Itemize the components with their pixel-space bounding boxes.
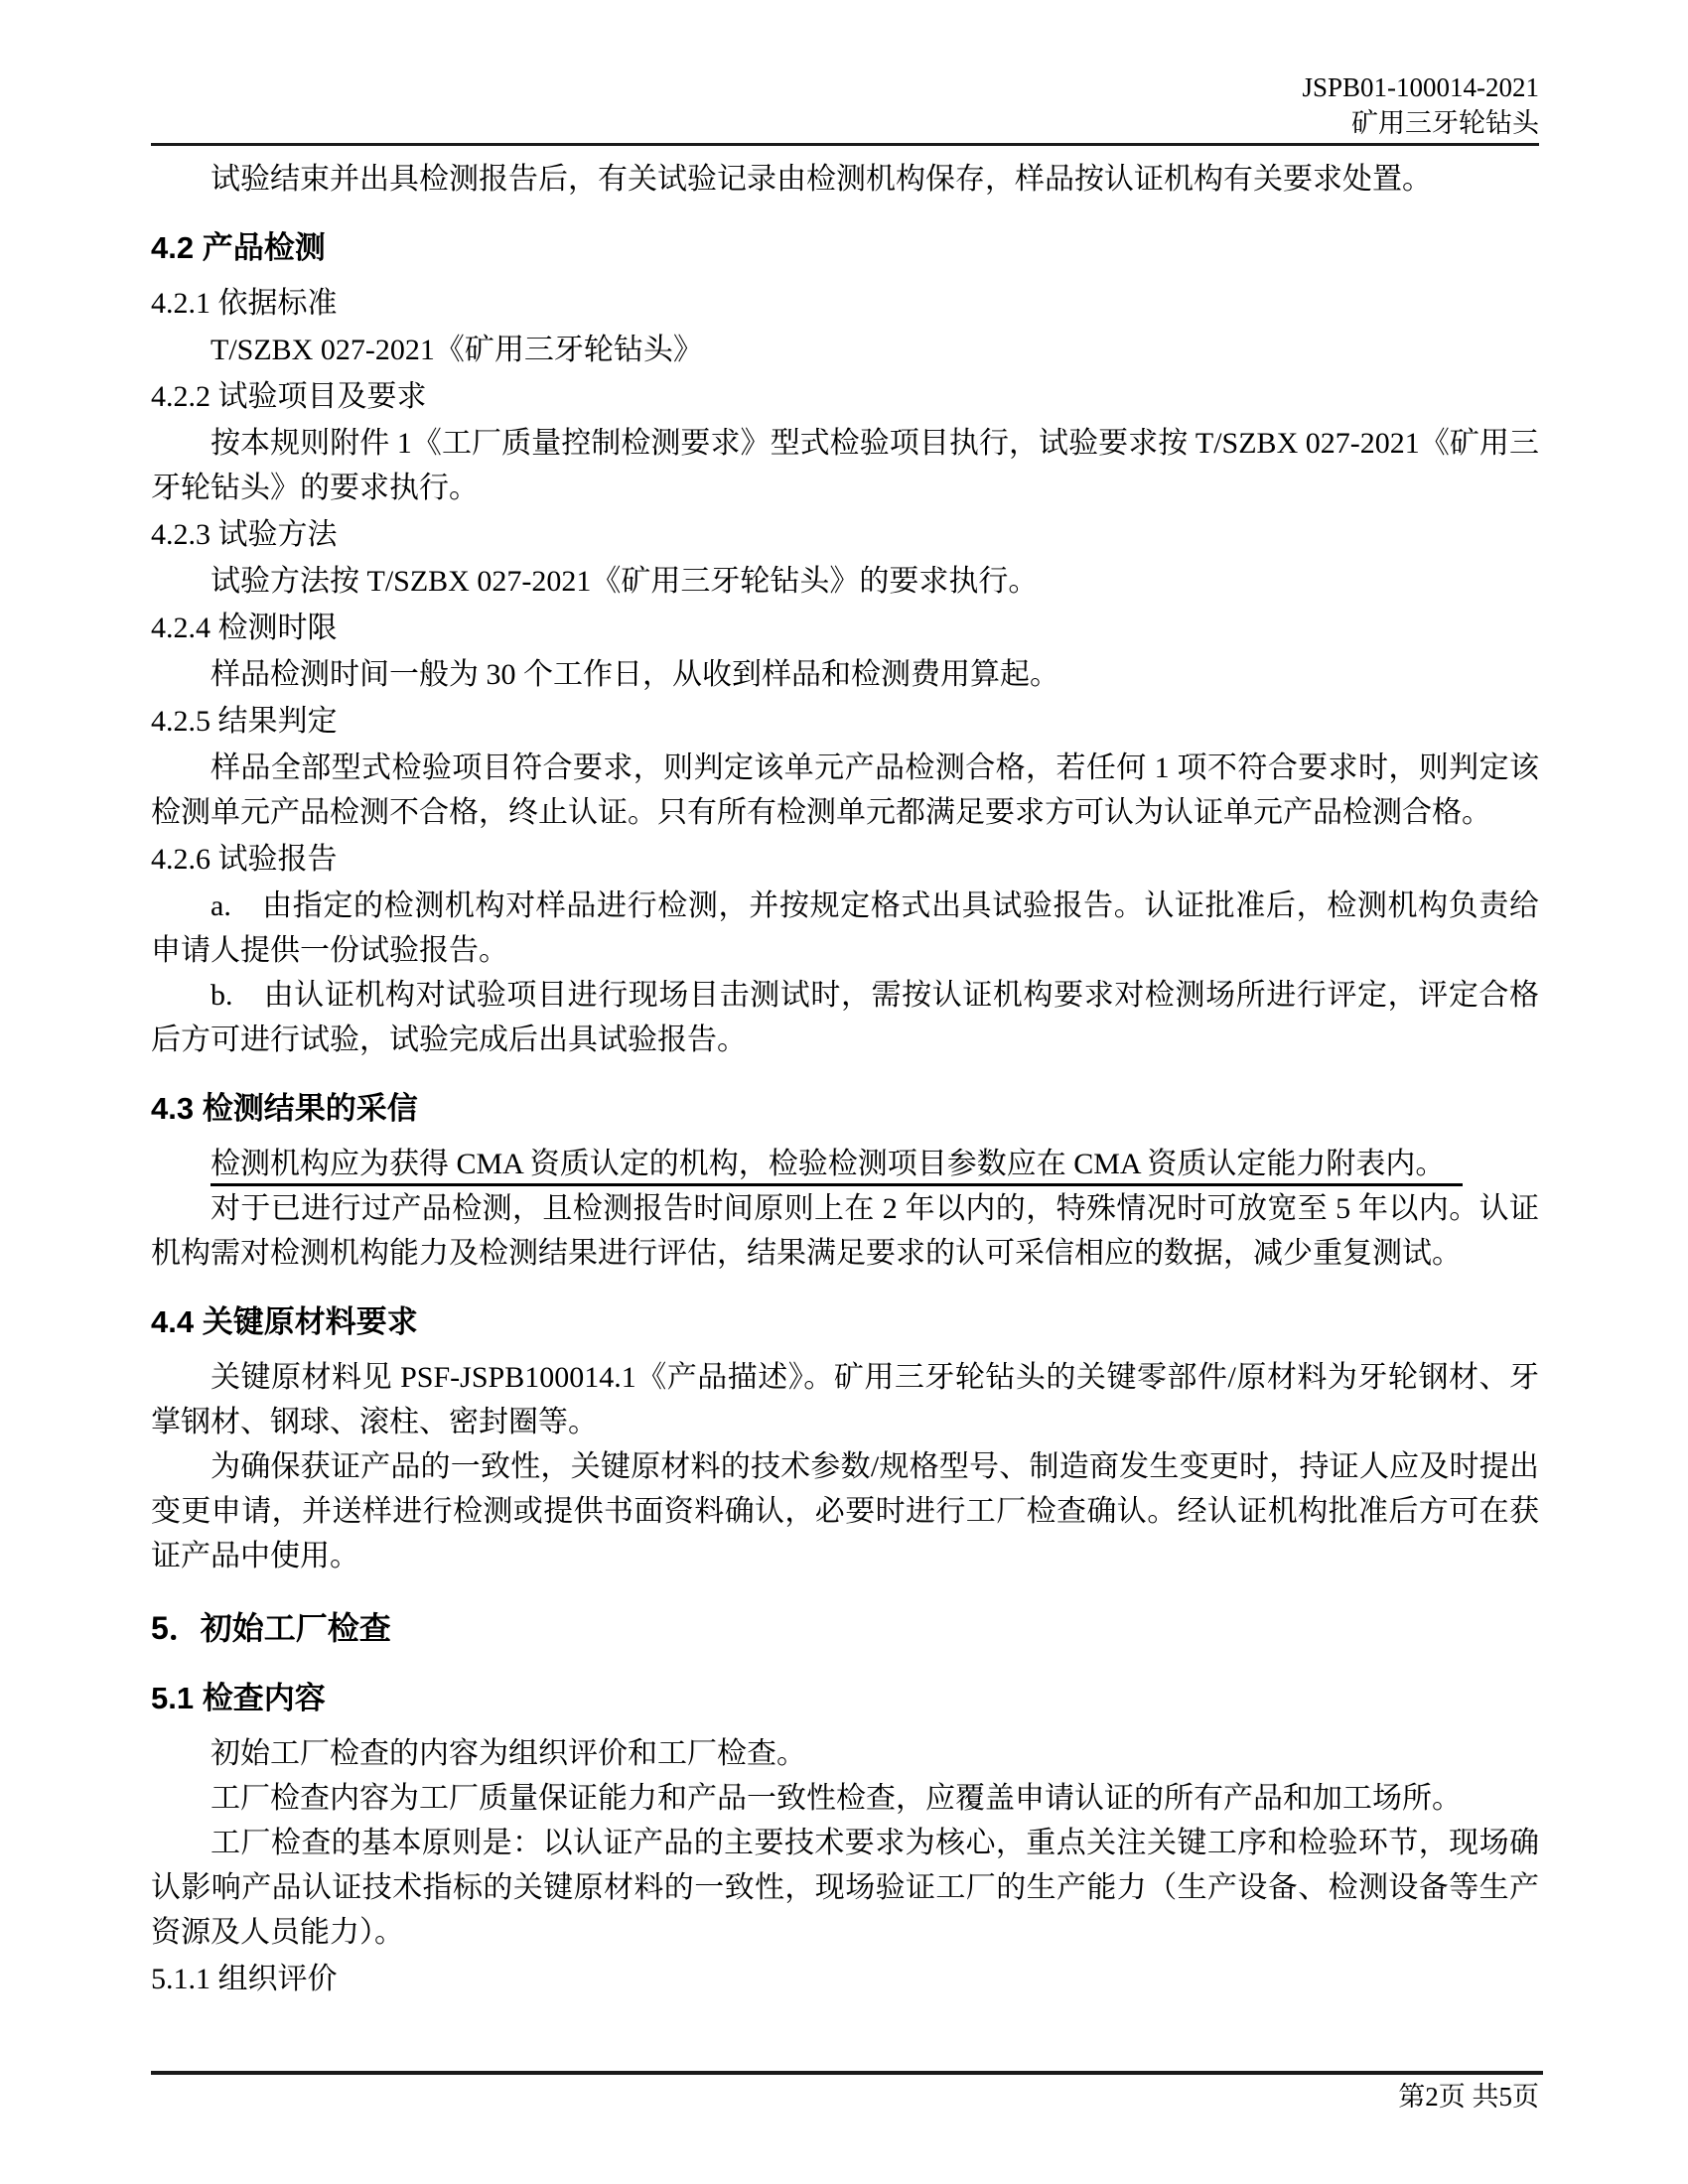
paragraph-inspection-principles: 工厂检查的基本原则是：以认证产品的主要技术要求为核心，重点关注关键工序和检验环节，现场确认影响产品认证技术指标的关键原材料的一致性，现场验证工厂的生产能力（生产设备、检测设备等生产资源及人员能力）。 (151, 1827, 1539, 1949)
heading-4-2-6-test-report: 4.2.6 试验报告 (151, 843, 338, 876)
heading-4-2-4-test-time-limit: 4.2.4 检测时限 (151, 612, 338, 644)
paragraph-inspection-scope: 初始工厂检查的内容为组织评价和工厂检查。 (211, 1737, 806, 1770)
paragraph-report-item-b: b. 由认证机构对试验项目进行现场目击测试时，需按认证机构要求对检测场所进行评定，评定合格后方可进行试验，试验完成后出具试验报告。 (151, 979, 1539, 1056)
paragraph-materials-change: 为确保获证产品的一致性，关键原材料的技术参数/规格型号、制造商发生变更时，持证人应及时提出变更申请，并送样进行检测或提供书面资料确认，必要时进行工厂检查确认。经认证机构批准后方可在获证产品中使用。 (151, 1450, 1539, 1572)
paragraph-test-items-detail: 按本规则附件 1《工厂质量控制检测要求》型式检验项目执行，试验要求按 T/SZBX 027-2021《矿用三牙轮钻头》的要求执行。 (151, 427, 1539, 504)
heading-4-4-key-materials: 4.4 关键原材料要求 (151, 1304, 418, 1339)
heading-4-2-2-test-items: 4.2.2 试验项目及要求 (151, 380, 427, 413)
page-number: 第2页 共5页 (1398, 2082, 1539, 2112)
paragraph-report-item-a: a. 由指定的检测机构对样品进行检测，并按规定格式出具试验报告。认证批准后，检测机构负责给申请人提供一份试验报告。 (151, 889, 1539, 967)
paragraph-result-judgment: 样品全部型式检验项目符合要求，则判定该单元产品检测合格，若任何 1 项不符合要求时，则判定该检测单元产品检测不合格，终止认证。只有所有检测单元都满足要求方可认为认证单元产品检测合格。 (151, 751, 1539, 829)
header-product-name: 矿用三牙轮钻头 (1351, 108, 1539, 138)
heading-4-2-product-testing: 4.2 产品检测 (151, 230, 326, 265)
header-rule (151, 143, 1539, 146)
heading-4-2-5-result-judgment: 4.2.5 结果判定 (151, 705, 338, 738)
heading-4-2-3-test-method: 4.2.3 试验方法 (151, 518, 338, 551)
paragraph-time-limit-detail: 样品检测时间一般为 30 个工作日，从收到样品和检测费用算起。 (211, 658, 1059, 691)
paragraph-sample-disposal: 试验结束并出具检测报告后，有关试验记录由检测机构保存，样品按认证机构有关要求处置。 (211, 163, 1432, 196)
heading-5-initial-factory-inspection: 5．初始工厂检查 (151, 1610, 391, 1646)
footer-rule (151, 2071, 1543, 2075)
paragraph-cma-requirement (151, 1142, 1539, 1186)
paragraph-key-materials-list: 关键原材料见 PSF-JSPB100014.1《产品描述》。矿用三牙轮钻头的关键零部件/原材料为牙轮钢材、牙掌钢材、钢球、滚柱、密封圈等。 (151, 1361, 1539, 1438)
heading-4-2-1-standard-basis: 4.2.1 依据标准 (151, 287, 338, 320)
underlined-cma-text: 检测机构应为获得 CMA 资质认定的机构，检验检测项目参数应在 CMA 资质认定能力附表内。 (211, 1148, 1463, 1186)
paragraph-report-validity: 对于已进行过产品检测，且检测报告时间原则上在 2 年以内的，特殊情况时可放宽至 5 年以内。认证机构需对检测机构能力及检测结果进行评估，结果满足要求的认可采信相应的数据，减少重复测试。 (151, 1192, 1539, 1270)
document-body (151, 157, 1539, 2003)
paragraph-standard-reference: T/SZBX 027-2021《矿用三牙轮钻头》 (211, 334, 703, 366)
paragraph-inspection-coverage: 工厂检查内容为工厂质量保证能力和产品一致性检查，应覆盖申请认证的所有产品和加工场所。 (211, 1782, 1462, 1815)
page-header (1302, 69, 1539, 141)
heading-4-3-result-acceptance: 4.3 检测结果的采信 (151, 1091, 418, 1126)
paragraph-test-method-detail: 试验方法按 T/SZBX 027-2021《矿用三牙轮钻头》的要求执行。 (211, 565, 1039, 598)
header-doc-number: JSPB01-100014-2021 (1302, 72, 1539, 102)
heading-5-1-1-org-evaluation: 5.1.1 组织评价 (151, 1963, 338, 1995)
heading-5-1-inspection-content: 5.1 检查内容 (151, 1681, 326, 1715)
